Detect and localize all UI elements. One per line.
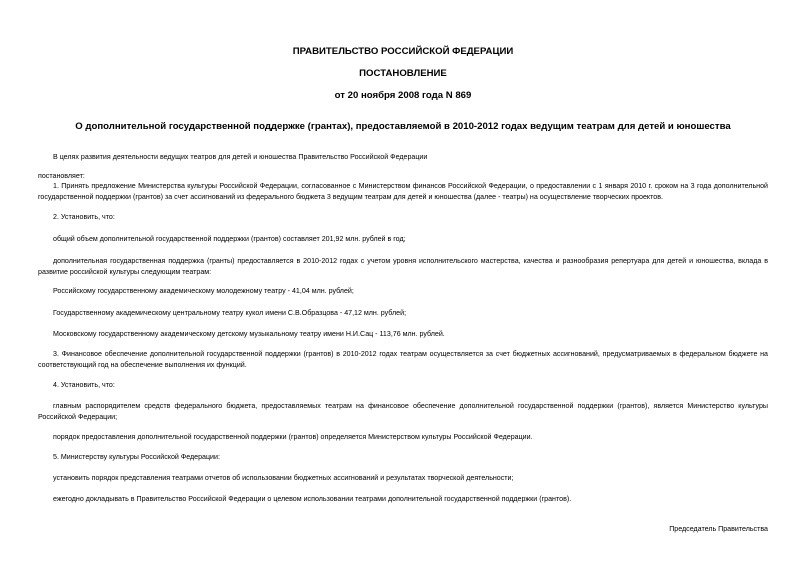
item-2a-paragraph: общий объем дополнительной государственной поддержки (грантов) составляет 201,92 млн. рублей в год; [53,235,406,243]
document-date-number: от 20 ноября 2008 года N 869 [334,90,472,101]
resolves-paragraph: постановляет: [38,172,85,180]
signature-role: Председатель Правительства [669,525,768,533]
item-5b-paragraph: ежегодно докладывать в Правительство Российской Федерации о целевом использовании театрами дополнительной государственной поддержки (грантов). [53,495,572,503]
item-5-paragraph: 5. Министерству культуры Российской Федерации: [53,453,220,461]
item-4a-paragraph: главным распорядителем средств федерального бюджета, предоставляемых театрам на финансовое обеспечение дополнительной государственной поддержки (грантов), является Министерство культуры Российской Федерации; [38,402,768,421]
preamble-paragraph: В целях развития деятельности ведущих театров для детей и юношества Правительство Российской Федерации [53,153,428,161]
item-4-paragraph: 4. Установить, что: [53,381,115,389]
theatre-1-paragraph: Российскому государственному академическому молодежному театру - 41,04 млн. рублей; [53,287,354,295]
document-title: О дополнительной государственной поддержке (грантах), предоставляемой в 2010-2012 годах ведущим театрам для детей и юношества [75,121,731,132]
document-page [38,0,768,571]
document-type-heading: ПОСТАНОВЛЕНИЕ [359,68,447,79]
item-3-paragraph: 3. Финансовое обеспечение дополнительной государственной поддержки (грантов) в 2010-2012 годах театрам осуществляется за счет бюджетных ассигнований, предусматриваемых в федеральном бюджете на соответствующий год на обеспечение выполнения их функций. [38,350,768,369]
government-heading: ПРАВИТЕЛЬСТВО РОССИЙСКОЙ ФЕДЕРАЦИИ [292,46,514,57]
theatre-3-paragraph: Московскому государственному академическому детскому музыкальному театру имени Н.И.Сац - 113,76 млн. рублей. [53,330,445,338]
theatre-2-paragraph: Государственному академическому центральному театру кукол имени С.В.Образцова - 47,12 млн. рублей; [53,309,407,317]
item-2b-paragraph: дополнительная государственная поддержка (гранты) предоставляется в 2010-2012 годах с учетом уровня исполнительского мастерства, качества и разнообразия репертуара для детей и юношества, вклада в развитие российской культуры следующим театрам: [38,257,768,276]
item-4b-paragraph: порядок предоставления дополнительной государственной поддержки (грантов) определяется Министерством культуры Российской Федерации. [53,433,533,441]
item-5a-paragraph: установить порядок представления театрами отчетов об использовании бюджетных ассигнований и результатах творческой деятельности; [53,474,514,482]
item-1-paragraph: 1. Принять предложение Министерства культуры Российской Федерации, согласованное с Министерством финансов Российской Федерации, о предоставлении с 1 января 2010 г. сроком на 3 года дополнительной государственной поддержки (грантов) за счет ассигнований из федерального бюджета 3 ведущим театрам для детей и юношества (далее - театры) на осуществление творческих проектов. [38,182,768,201]
item-2-paragraph: 2. Установить, что: [53,213,115,221]
